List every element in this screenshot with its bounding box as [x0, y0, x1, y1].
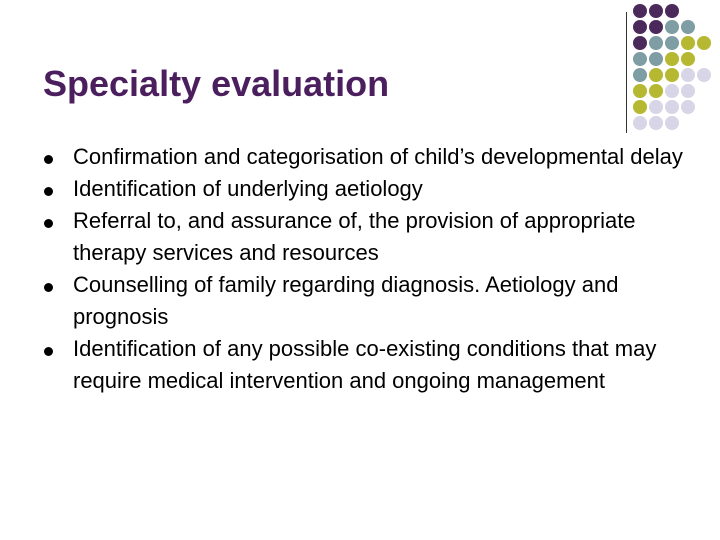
bullet-dot-icon — [44, 283, 53, 292]
decorative-dot-grid — [633, 4, 720, 130]
decorative-dot — [665, 36, 679, 50]
bullet-text: Counselling of family regarding diagnosis. Aetiology and prognosis — [73, 272, 619, 329]
decorative-dot — [665, 52, 679, 66]
bullet-dot-icon — [44, 219, 53, 228]
decorative-dot — [633, 68, 647, 82]
bullet-text: Confirmation and categorisation of child’s developmental delay — [73, 144, 683, 169]
decorative-dot — [633, 100, 647, 114]
decorative-dot — [633, 116, 647, 130]
decorative-dot — [681, 20, 695, 34]
decorative-dot — [633, 36, 647, 50]
decorative-dot — [649, 116, 663, 130]
decorative-dot — [649, 4, 663, 18]
decorative-dot — [649, 100, 663, 114]
decorative-dot — [665, 116, 679, 130]
slide-title: Specialty evaluation — [43, 63, 390, 104]
bullet-text: Referral to, and assurance of, the provision of appropriate therapy services and resources — [73, 208, 636, 265]
bullet-text: Identification of underlying aetiology — [73, 176, 423, 201]
decorative-dot — [681, 84, 695, 98]
decorative-dot — [633, 4, 647, 18]
decorative-dot — [697, 36, 711, 50]
decorative-dot — [649, 20, 663, 34]
decorative-dot — [633, 20, 647, 34]
decorative-dot — [633, 84, 647, 98]
decorative-dot — [665, 100, 679, 114]
decorative-dot — [681, 52, 695, 66]
decorative-dot — [665, 20, 679, 34]
decorative-dot — [681, 36, 695, 50]
bullet-dot-icon — [44, 155, 53, 164]
bullet-text: Identification of any possible co-existing conditions that may require medical intervention and ongoing management — [73, 336, 657, 393]
decorative-dot — [649, 68, 663, 82]
bullet-item — [43, 141, 683, 173]
decorative-dot — [665, 4, 679, 18]
decorative-dot — [697, 68, 711, 82]
bullet-item — [43, 269, 683, 333]
decorative-dot — [649, 36, 663, 50]
bullet-dot-icon — [44, 347, 53, 356]
bullet-item — [43, 205, 683, 269]
bullet-item — [43, 173, 683, 205]
bullet-list — [43, 141, 683, 397]
bullet-item — [43, 333, 683, 397]
decorative-dot — [665, 84, 679, 98]
decorative-dot — [681, 68, 695, 82]
decorative-dot — [681, 100, 695, 114]
vertical-divider — [626, 12, 627, 133]
decorative-dot — [649, 52, 663, 66]
bullet-dot-icon — [44, 187, 53, 196]
decorative-dot — [665, 68, 679, 82]
decorative-dot — [633, 52, 647, 66]
decorative-dot — [649, 84, 663, 98]
